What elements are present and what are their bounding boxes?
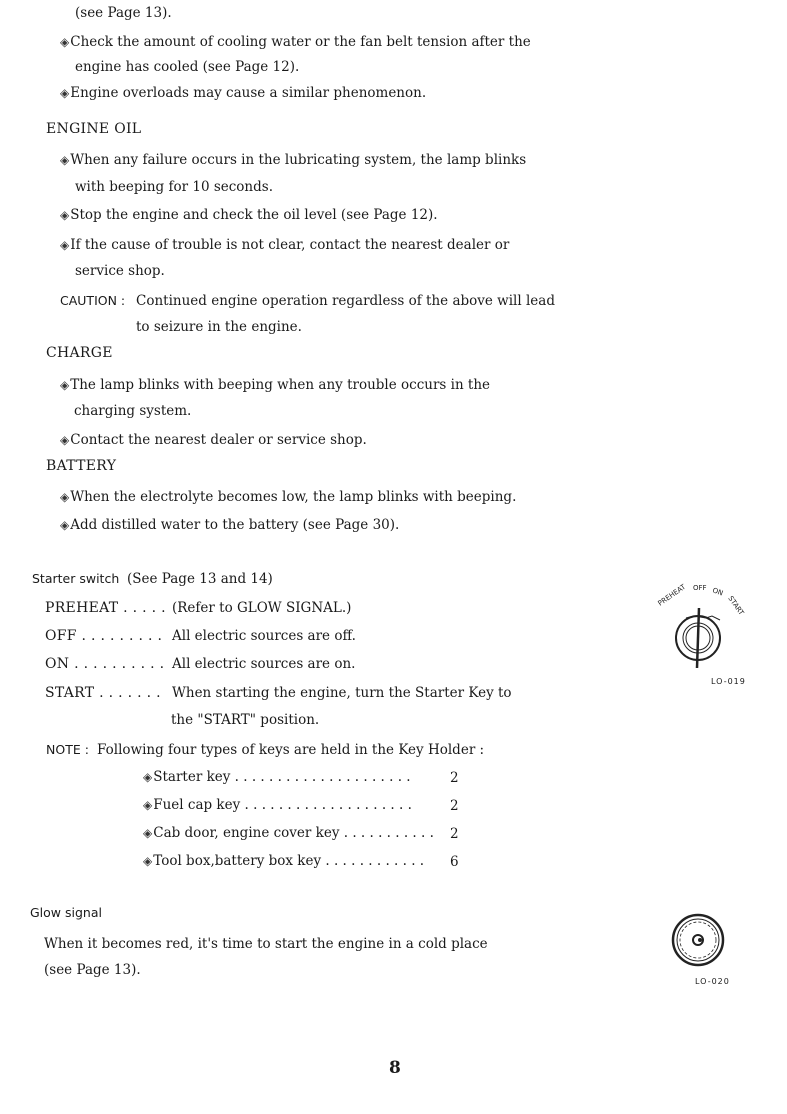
section-heading-starter-switch: Starter switch (32, 571, 120, 586)
key-qty: 2 (450, 798, 459, 814)
label-preheat: PREHEAT (656, 582, 688, 608)
caution-label: CAUTION : (60, 293, 126, 308)
starter-switch-diagram (650, 578, 760, 673)
glow-signal-diagram (670, 912, 730, 972)
key-item: ◈ Tool box,battery box key . . . . . . . . . . . . (143, 852, 424, 870)
bullet-item: ◈ Check the amount of cooling water or the fan belt tension after the (60, 33, 531, 51)
desc-off: All electric sources are off. (172, 628, 356, 644)
desc-start: When starting the engine, turn the Starter Key to (172, 685, 512, 701)
note-label: NOTE : (46, 742, 89, 757)
section-heading-glow-signal: Glow signal (30, 905, 102, 920)
label-off: OFF (693, 584, 707, 592)
term-on: ON . . . . . . . . . . (45, 656, 165, 672)
bullet-item: ◈ Add distilled water to the battery (see Page 30). (60, 516, 399, 534)
text-line: (see Page 13). (75, 5, 172, 21)
key-item: ◈ Cab door, engine cover key . . . . . . . . . . . (143, 824, 434, 842)
bullet-item: ◈ Engine overloads may cause a similar phenomenon. (60, 84, 426, 102)
text-line: engine has cooled (see Page 12). (75, 59, 300, 75)
note-text: Following four types of keys are held in the Key Holder : (97, 742, 485, 758)
key-item: ◈ Fuel cap key . . . . . . . . . . . . . . . . . . . . (143, 796, 412, 814)
page-number: 8 (389, 1058, 401, 1078)
caution-text: Continued engine operation regardless of the above will lead (136, 293, 555, 309)
label-start: START (726, 594, 746, 617)
term-off: OFF . . . . . . . . . (45, 628, 163, 644)
section-heading-engine-oil: ENGINE OIL (46, 121, 142, 137)
label-on: ON (711, 586, 725, 598)
bullet-item: ◈ The lamp blinks with beeping when any trouble occurs in the (60, 376, 490, 394)
section-heading-battery: BATTERY (46, 458, 117, 474)
text-line: the "START" position. (171, 712, 320, 728)
key-qty: 6 (450, 854, 459, 870)
figure-caption: LO-019 (711, 677, 746, 686)
section-heading-charge: CHARGE (46, 345, 113, 361)
starter-ref: (See Page 13 and 14) (127, 571, 273, 587)
text-line: service shop. (75, 263, 165, 279)
key-qty: 2 (450, 770, 459, 786)
bullet-item: ◈ Stop the engine and check the oil level (see Page 12). (60, 206, 438, 224)
text-line: When it becomes red, it's time to start the engine in a cold place (44, 936, 488, 952)
text-line: with beeping for 10 seconds. (75, 179, 273, 195)
desc-preheat: (Refer to GLOW SIGNAL.) (172, 600, 352, 616)
term-preheat: PREHEAT . . . . . (45, 600, 166, 616)
caution-text: to seizure in the engine. (136, 319, 302, 335)
figure-caption: LO-020 (695, 977, 730, 986)
term-start: START . . . . . . . (45, 685, 161, 701)
key-item: ◈ Starter key . . . . . . . . . . . . . . . . . . . . . (143, 768, 411, 786)
text-line: charging system. (74, 403, 192, 419)
desc-on: All electric sources are on. (172, 656, 356, 672)
bullet-item: ◈ When any failure occurs in the lubricating system, the lamp blinks (60, 151, 526, 169)
bullet-item: ◈ If the cause of trouble is not clear, contact the nearest dealer or (60, 236, 509, 254)
text-line: (see Page 13). (44, 962, 141, 978)
bullet-item: ◈ Contact the nearest dealer or service shop. (60, 431, 367, 449)
bullet-item: ◈ When the electrolyte becomes low, the lamp blinks with beeping. (60, 488, 516, 506)
key-qty: 2 (450, 826, 459, 842)
